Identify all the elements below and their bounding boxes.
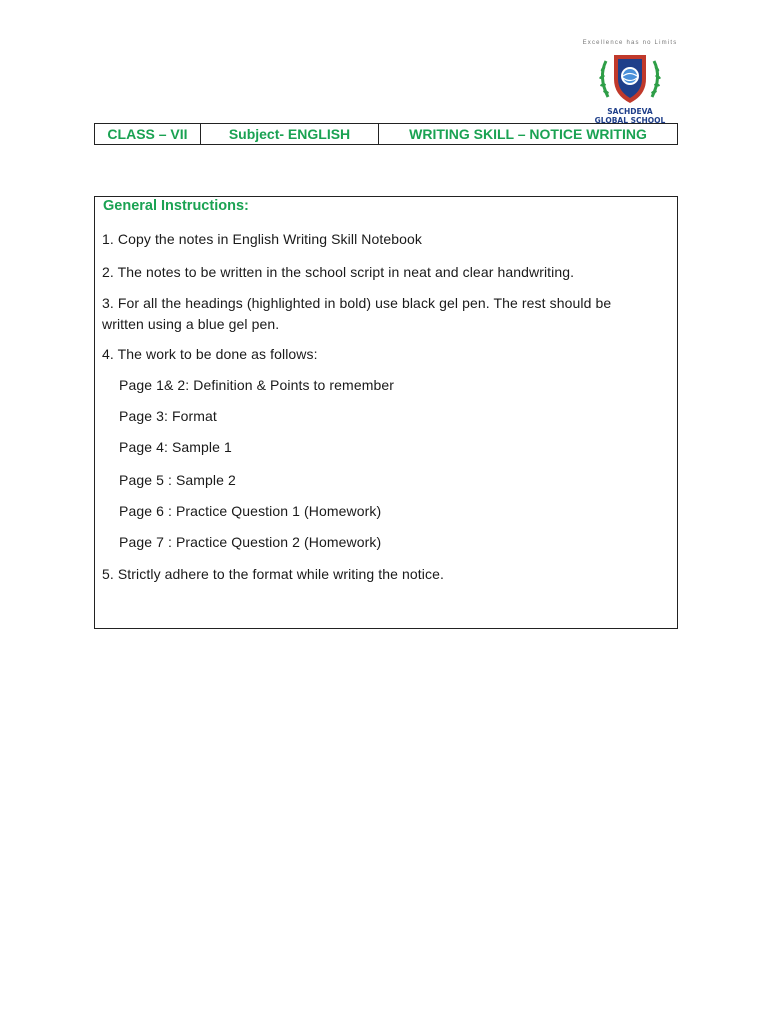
logo-tagline: Excellence has no Limits bbox=[582, 40, 678, 46]
page-schedule-item: Page 4: Sample 1 bbox=[119, 439, 232, 455]
instruction-item-4: 4. The work to be done as follows: bbox=[102, 346, 318, 362]
school-logo bbox=[580, 40, 680, 126]
instruction-item-2: 2. The notes to be written in the school script in neat and clear handwriting. bbox=[102, 264, 575, 280]
instruction-item-3-line1: 3. For all the headings (highlighted in bold) use black gel pen. The rest should be bbox=[102, 295, 612, 311]
page-schedule-item: Page 1& 2: Definition & Points to remember bbox=[119, 377, 395, 393]
page-schedule-item: Page 7 : Practice Question 2 (Homework) bbox=[119, 534, 382, 550]
subject-cell: Subject- ENGLISH bbox=[201, 124, 379, 144]
school-name-line2: GLOBAL SCHOOL bbox=[594, 116, 666, 125]
header-table bbox=[94, 123, 678, 145]
instructions-title: General Instructions: bbox=[103, 198, 249, 214]
class-cell: CLASS – VII bbox=[95, 124, 201, 144]
page-schedule-item: Page 6 : Practice Question 1 (Homework) bbox=[119, 503, 382, 519]
instruction-item-5: 5. Strictly adhere to the format while writing the notice. bbox=[102, 566, 444, 582]
instruction-item-3-line2: written using a blue gel pen. bbox=[102, 316, 280, 332]
topic-cell: WRITING SKILL – NOTICE WRITING bbox=[409, 126, 647, 142]
instructions-box bbox=[94, 196, 678, 629]
school-crest-icon bbox=[596, 49, 664, 107]
page-schedule-item: Page 3: Format bbox=[119, 408, 217, 424]
school-name-line1: SACHDEVA bbox=[607, 107, 653, 116]
instruction-item-1: 1. Copy the notes in English Writing Skill Notebook bbox=[102, 231, 423, 247]
page-schedule-item: Page 5 : Sample 2 bbox=[119, 472, 236, 488]
